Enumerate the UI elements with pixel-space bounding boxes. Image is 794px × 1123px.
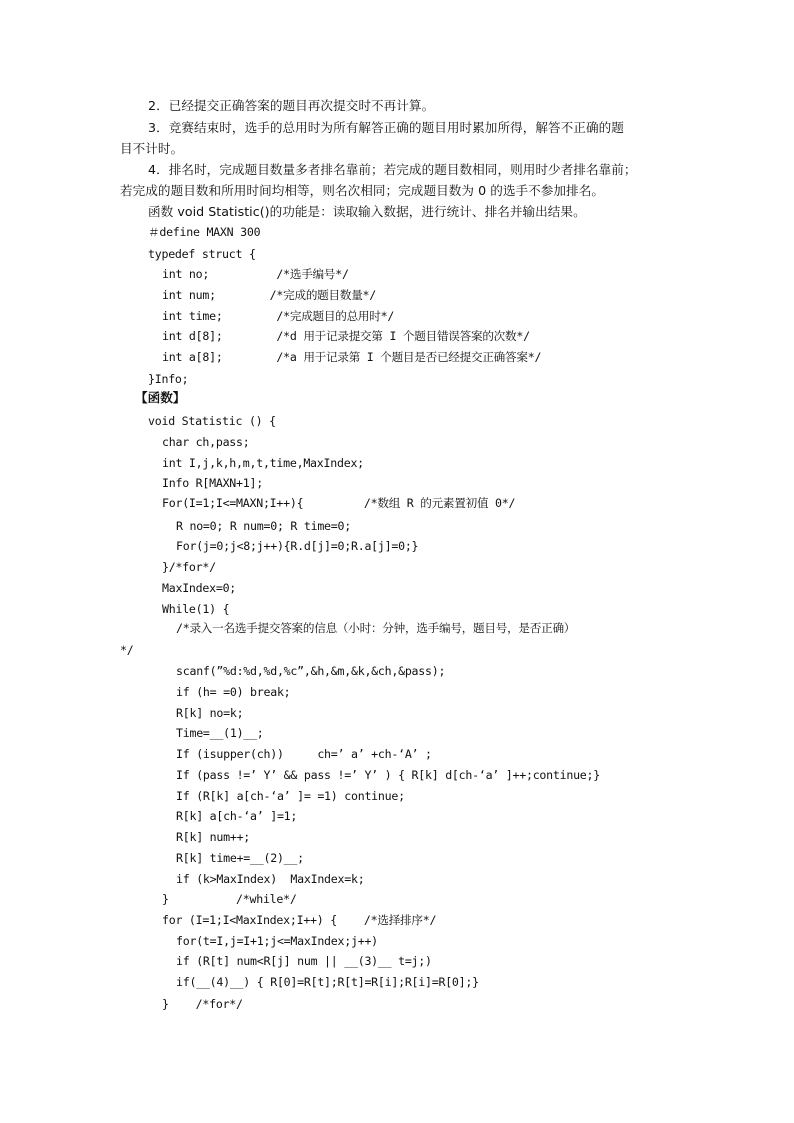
- code-line: R no=0; R num=0; R time=0;: [176, 519, 351, 533]
- code-line: Info R[MAXN+1];: [162, 476, 263, 490]
- code-line: ＃define MAXN 300: [148, 225, 261, 239]
- code-line: /*录入一名选手提交答案的信息（小时：分钟，选手编号，题目号，是否正确）: [176, 621, 576, 635]
- code-line: int I,j,k,h,m,t,time,MaxIndex;: [162, 456, 364, 470]
- code-line: typedef struct {: [148, 247, 256, 261]
- code-line: If (R[k] a[ch-‘a’ ]= =1) continue;: [176, 789, 405, 803]
- code-line: if (k>MaxIndex) MaxIndex=k;: [176, 872, 365, 886]
- code-line: }Info;: [148, 372, 189, 386]
- code-line: } /*for*/: [162, 997, 243, 1011]
- rule-2-text: 2．已经提交正确答案的题目再次提交时不再计算。: [148, 98, 435, 113]
- code-line: for (I=1;I<MaxIndex;I++) { /*选择排序*/: [162, 913, 437, 927]
- code-line: int no; /*选手编号*/: [162, 267, 349, 281]
- rule-3-text: 3．竞赛结束时，选手的总用时为所有解答正确的题目用时累加所得，解答不正确的题: [148, 120, 624, 135]
- code-line: For(I=1;I<=MAXN;I++){ /*数组 R 的元素置初值 0*/: [162, 496, 516, 510]
- code-line: if (R[t] num<R[j] num || __(3)__ t=j;): [176, 954, 432, 968]
- code-line: While(1) {: [162, 602, 230, 616]
- rule-4-text: 4．排名时，完成题目数量多者排名靠前；若完成的题目数相同，则用时少者排名靠前；: [148, 162, 637, 177]
- code-line: } /*while*/: [162, 892, 297, 906]
- code-line: scanf(”%d:%d,%d,%c”,&h,&m,&k,&ch,&pass);: [176, 664, 446, 678]
- code-line: int d[8]; /*d 用于记录提交第 I 个题目错误答案的次数*/: [162, 329, 530, 343]
- code-line: int time; /*完成题目的总用时*/: [162, 309, 395, 323]
- code-line: }/*for*/: [162, 560, 216, 574]
- code-line: R[k] a[ch-‘a’ ]=1;: [176, 809, 298, 823]
- code-line: if(__(4)__) { R[0]=R[t];R[t]=R[i];R[i]=R[0];}: [176, 975, 479, 989]
- rule-3-text-cont: 目不计时。: [120, 141, 184, 156]
- code-line: for(t=I,j=I+1;j<=MaxIndex;j++): [176, 934, 378, 948]
- code-line: void Statistic () {: [148, 414, 276, 428]
- code-line: For(j=0;j<8;j++){R.d[j]=0;R.a[j]=0;}: [176, 539, 419, 553]
- code-line: R[k] num++;: [176, 830, 251, 844]
- code-line: R[k] time+=__(2)__;: [176, 851, 304, 865]
- code-line: R[k] no=k;: [176, 706, 244, 720]
- code-line: char ch,pass;: [162, 435, 250, 449]
- code-line: int num; /*完成的题目数量*/: [162, 288, 377, 302]
- code-line: int a[8]; /*a 用于记录第 I 个题目是否已经提交正确答案*/: [162, 350, 542, 364]
- code-line: if (h= =0) break;: [176, 685, 291, 699]
- section-heading-function: 【函数】: [135, 390, 186, 405]
- code-line: */: [120, 643, 134, 657]
- rule-4-text-cont: 若完成的题目数和所用时间均相等，则名次相同；完成题目数为 0 的选手不参加排名。: [120, 183, 604, 198]
- code-line: If (isupper(ch)) ch=’ a’ +ch-‘A’ ;: [176, 747, 432, 761]
- code-line: If (pass !=’ Y’ && pass !=’ Y’ ) { R[k] d[ch-‘a’ ]++;continue;}: [176, 768, 600, 782]
- function-description: 函数 void Statistic()的功能是：读取输入数据，进行统计、排名并输出结果。: [148, 204, 586, 219]
- code-line: MaxIndex=0;: [162, 581, 237, 595]
- code-line: Time=__(1)__;: [176, 726, 264, 740]
